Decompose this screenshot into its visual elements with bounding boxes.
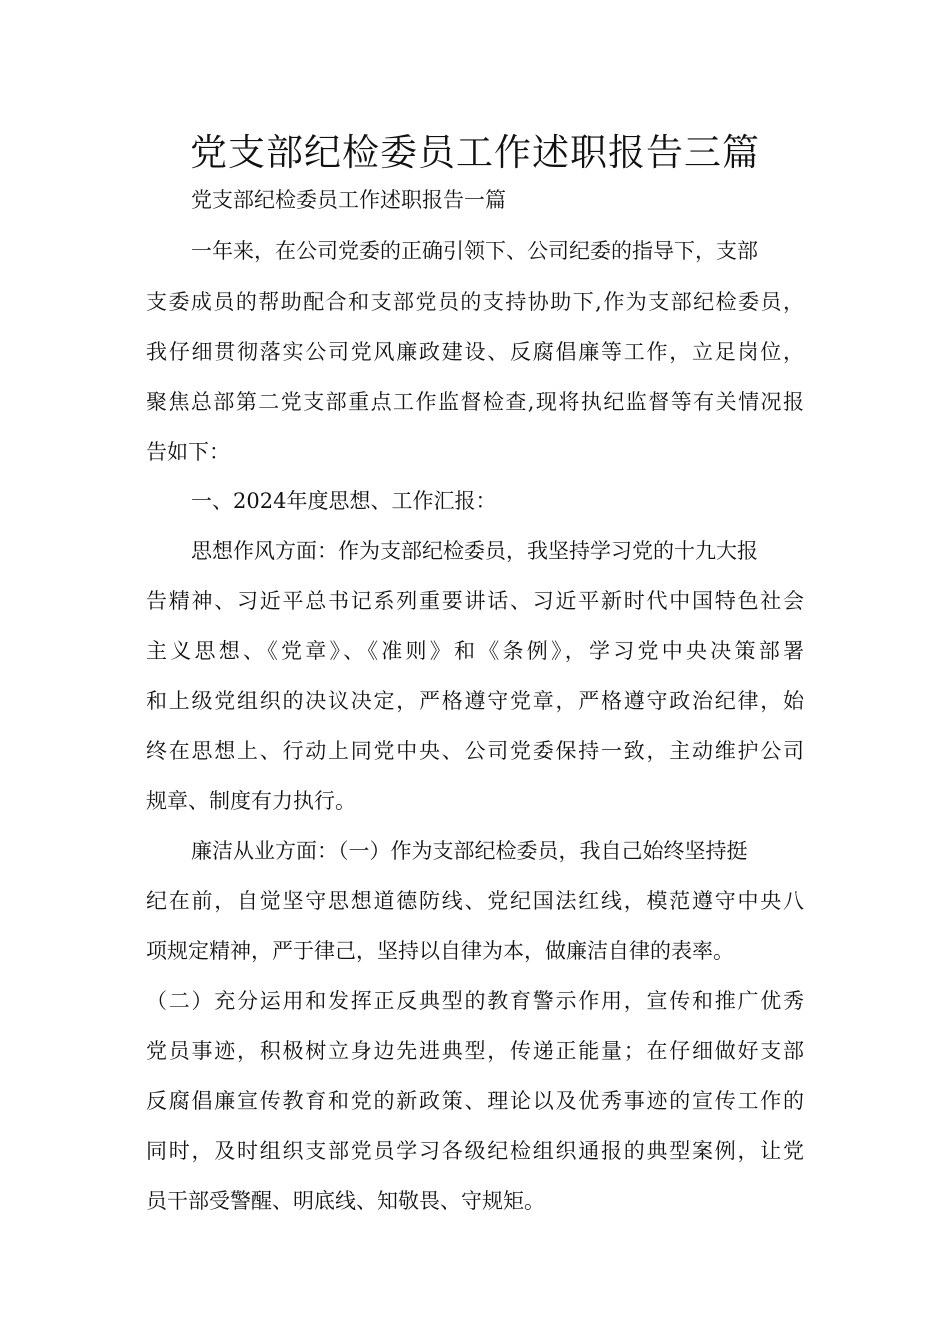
paragraph-line: 一年来，在公司党委的正确引领下、公司纪委的指导下，支部 [191,239,758,263]
paragraph-line: 支委成员的帮助配合和支部党员的支持协助下,作为支部纪检委员， [146,290,804,314]
paragraph-line: 告精神、习近平总书记系列重要讲话、习近平新时代中国特色社会 [146,589,804,613]
paragraph-line: 员干部受警醒、明底线、知敬畏、守规矩。 [146,1189,545,1213]
paragraph-line: 规章、制度有力执行。 [146,789,356,813]
paragraph-line: 我仔细贯彻落实公司党风廉政建设、反腐倡廉等工作，立足岗位， [146,340,804,364]
paragraph-line: 终在思想上、行动上同党中央、公司党委保持一致，主动维护公司 [146,739,804,763]
paragraph-line: 党员事迹，积极树立身边先进典型，传递正能量；在仔细做好支部 [146,1039,804,1063]
paragraph-line: 反腐倡廉宣传教育和党的新政策、理论以及优秀事迹的宣传工作的 [146,1089,804,1113]
paragraph-line: 思想作风方面：作为支部纪检委员，我坚持学习党的十九大报 [191,539,758,563]
paragraph-line: 告如下： [146,440,230,464]
paragraph-line: 主义思想、《党章》、《准则》和《条例》，学习党中央决策部署 [146,639,804,663]
paragraph-line: （二）充分运用和发挥正反典型的教育警示作用，宣传和推广优秀 [146,989,804,1013]
paragraph-line: 项规定精神，严于律己，坚持以自律为本，做廉洁自律的表率。 [146,939,734,963]
paragraph-line: 和上级党组织的决议决定，严格遵守党章，严格遵守政治纪律，始 [146,689,804,713]
paragraph-line: 纪在前，自觉坚守思想道德防线、党纪国法红线，模范遵守中央八 [146,889,804,913]
paragraph-line: 廉洁从业方面：（一）作为支部纪检委员，我自己始终坚持挺 [191,839,748,863]
document-subtitle: 党支部纪检委员工作述职报告一篇 [191,188,506,212]
section-heading: 一、2024年度思想、工作汇报： [191,489,497,513]
document-title: 党支部纪检委员工作述职报告三篇 [190,131,760,174]
paragraph-line: 同时，及时组织支部党员学习各级纪检组织通报的典型案例，让党 [146,1139,804,1163]
paragraph-line: 聚焦总部第二党支部重点工作监督检查,现将执纪监督等有关情况报 [146,390,804,414]
